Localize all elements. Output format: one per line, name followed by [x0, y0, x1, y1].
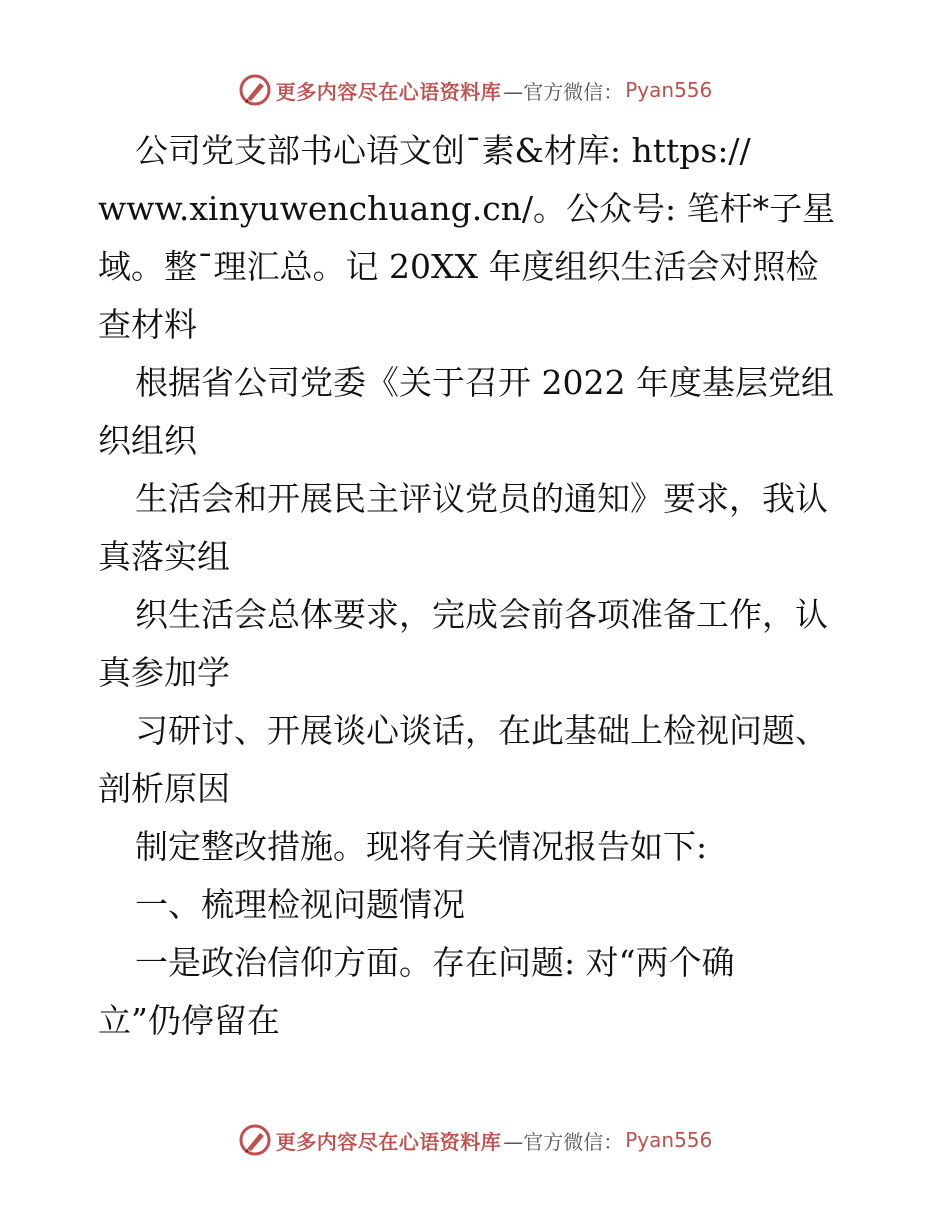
footer-banner: [0, 1120, 950, 1160]
pen-logo-icon: [238, 1123, 272, 1157]
text-line: 剖析原因: [98, 769, 230, 808]
text-line: 立”仍停留在: [98, 1001, 280, 1040]
pen-logo-icon: [238, 73, 272, 107]
text-line: www.xinyuwenchuang.cn/。公众号: 笔杆*子星: [98, 189, 836, 228]
document-body: [98, 122, 898, 1050]
banner-title: 更多内容尽在心语资料库: [275, 1129, 502, 1154]
text-line: 织生活会总体要求，完成会前各项准备工作，认: [135, 595, 828, 634]
text-line: 根据省公司党委《关于召开 2022 年度基层党组: [135, 363, 834, 402]
text-line: 生活会和开展民主评议党员的通知》要求，我认: [135, 479, 828, 518]
banner-wechat-id: Pyan556: [625, 78, 713, 102]
text-line: 制定整改措施。现将有关情况报告如下:: [135, 827, 708, 866]
text-line: 织组织: [98, 421, 197, 460]
banner-wechat-label: —官方微信：: [503, 79, 624, 104]
text-line: 真参加学: [98, 653, 230, 692]
header-banner: [0, 70, 950, 110]
section-heading: 一、梳理检视问题情况: [135, 885, 465, 924]
text-line: 一是政治信仰方面。存在问题: 对“两个确: [135, 943, 735, 982]
text-line: 公司党支部书心语文创¯素&材库: https://: [135, 131, 751, 170]
banner-wechat-label: —官方微信：: [503, 1129, 624, 1154]
text-line: 域。整¯理汇总。记 20XX 年度组织生活会对照检: [98, 247, 819, 286]
banner-wechat-id: Pyan556: [625, 1128, 713, 1152]
text-line: 真落实组: [98, 537, 230, 576]
text-line: 习研讨、开展谈心谈话，在此基础上检视问题、: [135, 711, 828, 750]
text-line: 查材料: [98, 305, 197, 344]
banner-title: 更多内容尽在心语资料库: [275, 79, 502, 104]
